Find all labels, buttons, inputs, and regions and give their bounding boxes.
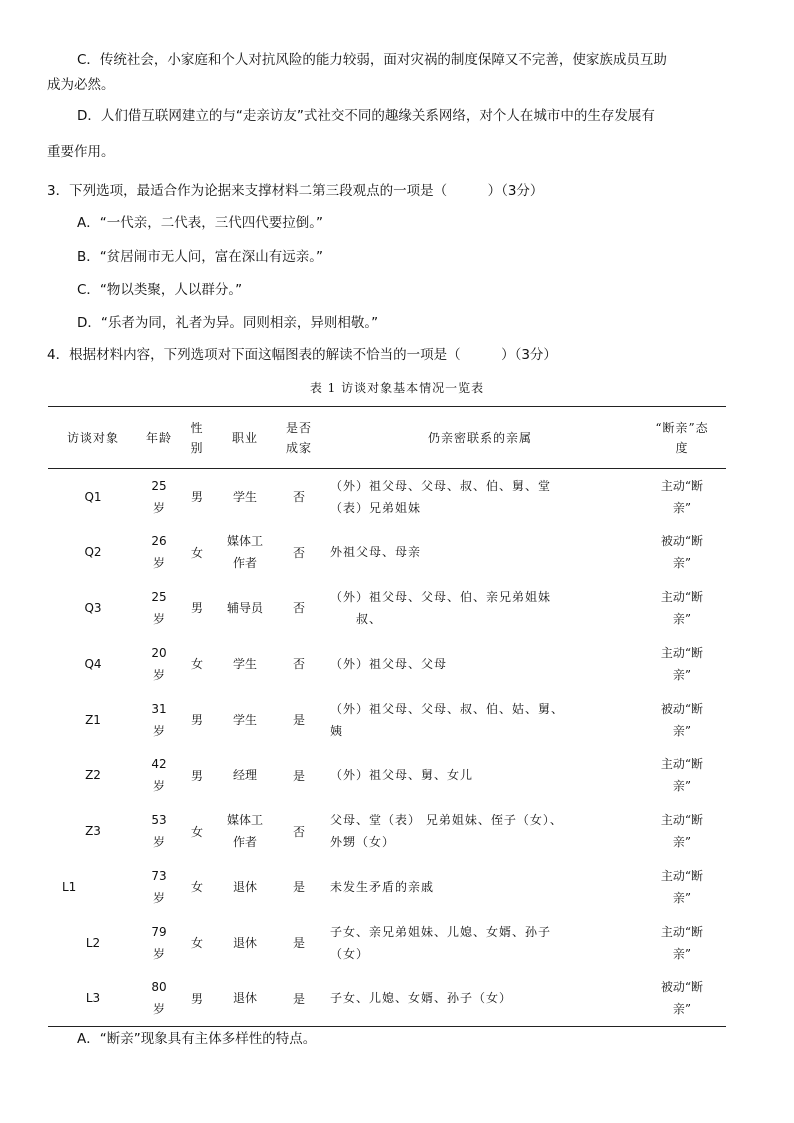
job-cell xyxy=(214,636,276,692)
married-cell: 是 xyxy=(292,768,305,783)
attitude-cell-line-2: 亲” xyxy=(672,946,692,961)
age-cell-line-2: 岁 xyxy=(152,611,165,626)
age-cell-line-2: 岁 xyxy=(152,1002,165,1017)
attitude-cell-line-1: 主动“断 xyxy=(660,589,704,604)
table-row xyxy=(48,971,726,1027)
married-cell: 否 xyxy=(292,490,305,505)
job-cell xyxy=(214,524,276,580)
relatives-cell-line-2: （表）兄弟姐妹 xyxy=(330,500,422,515)
relatives-cell-line-2: 叔、 xyxy=(330,611,383,626)
married-cell: 是 xyxy=(292,713,305,728)
attitude-cell-line-2: 亲” xyxy=(672,723,692,738)
subject-id-cell: L3 xyxy=(48,971,138,1027)
header-married xyxy=(276,407,322,469)
subject-id-cell: Z2 xyxy=(85,768,101,783)
relatives-cell-line-1: （外）祖父母、父母、叔、伯、姑、舅、 xyxy=(330,701,565,716)
attitude-cell xyxy=(638,692,726,748)
attitude-cell-line-1: 主动“断 xyxy=(660,924,704,939)
job-cell xyxy=(214,469,276,525)
job-cell-line-2: 作者 xyxy=(232,556,257,571)
relatives-cell xyxy=(322,580,638,636)
attitude-cell-line-2: 亲” xyxy=(672,835,692,850)
text-line-3: D．人们借互联网建立的与“走亲访友”式社交不同的趣缘关系网络，对个人在城市中的生存发展有 xyxy=(77,108,655,124)
relatives-cell-line-1: 外祖父母、母亲 xyxy=(330,545,422,560)
married-cell: 是 xyxy=(292,880,305,895)
job-cell-line-2: 作者 xyxy=(232,835,257,850)
age-cell-line-1: 42 xyxy=(151,757,167,772)
header-married-line-2: 成家 xyxy=(285,440,312,455)
age-cell-line-2: 岁 xyxy=(152,779,165,794)
age-cell-line-1: 79 xyxy=(151,924,167,939)
job-cell-line-1: 经理 xyxy=(232,768,257,783)
age-cell-line-2: 岁 xyxy=(152,946,165,961)
attitude-cell xyxy=(638,803,726,859)
attitude-cell-line-2: 亲” xyxy=(672,1002,692,1017)
table-body xyxy=(48,469,726,1027)
attitude-cell-line-1: 主动“断 xyxy=(660,757,704,772)
attitude-cell xyxy=(638,859,726,915)
attitude-cell-line-2: 亲” xyxy=(672,667,692,682)
job-cell-line-1: 退休 xyxy=(232,879,257,894)
relatives-cell xyxy=(322,747,638,803)
job-cell-line-1: 退休 xyxy=(232,991,257,1006)
subject-id-cell: Q2 xyxy=(84,545,102,560)
job-cell-line-1: 学生 xyxy=(232,712,257,727)
attitude-cell-line-2: 亲” xyxy=(672,890,692,905)
table-row xyxy=(48,469,726,525)
gender-cell: 男 xyxy=(190,768,203,783)
married-cell: 否 xyxy=(292,657,305,672)
attitude-cell-line-1: 被动“断 xyxy=(660,534,704,549)
job-cell xyxy=(214,692,276,748)
relatives-cell xyxy=(322,859,638,915)
subject-id-cell: Z1 xyxy=(85,712,101,727)
job-cell xyxy=(214,971,276,1027)
attitude-cell xyxy=(638,971,726,1027)
age-cell-line-2: 岁 xyxy=(152,667,165,682)
table-row xyxy=(48,580,726,636)
age-cell-line-2: 岁 xyxy=(152,556,165,571)
table-row xyxy=(48,915,726,971)
job-cell xyxy=(214,747,276,803)
relatives-cell-line-1: （外）祖父母、舅、女儿 xyxy=(330,768,474,783)
text-line-10: 4．根据材料内容，下列选项对下面这幅图表的解读不恰当的一项是（ ）（3分） xyxy=(47,347,557,363)
attitude-cell-line-2: 亲” xyxy=(672,556,692,571)
header-attitude-line-1: “断亲”态 xyxy=(655,420,709,435)
job-cell-line-1: 退休 xyxy=(232,935,257,950)
age-cell-line-2: 岁 xyxy=(152,723,165,738)
attitude-cell xyxy=(638,524,726,580)
age-cell xyxy=(138,971,180,1027)
job-cell xyxy=(214,803,276,859)
age-cell-line-1: 26 xyxy=(151,534,167,549)
age-cell-line-1: 25 xyxy=(151,478,167,493)
age-cell xyxy=(138,915,180,971)
age-cell-line-2: 岁 xyxy=(152,890,165,905)
job-cell xyxy=(214,580,276,636)
relatives-cell-line-1: 未发生矛盾的亲戚 xyxy=(330,879,435,894)
attitude-cell-line-2: 亲” xyxy=(672,779,692,794)
age-cell xyxy=(138,580,180,636)
age-cell-line-1: 80 xyxy=(151,980,167,995)
attitude-cell xyxy=(638,747,726,803)
job-cell-line-1: 辅导员 xyxy=(226,600,263,615)
header-job: 职业 xyxy=(214,407,276,469)
subject-id-cell: Q4 xyxy=(84,656,102,671)
header-gender xyxy=(180,407,214,469)
table-row xyxy=(48,747,726,803)
header-attitude xyxy=(638,407,726,469)
age-cell-line-1: 53 xyxy=(151,813,167,828)
table-row xyxy=(48,692,726,748)
header-relatives: 仍亲密联系的亲属 xyxy=(322,407,638,469)
married-cell: 是 xyxy=(276,971,322,1027)
age-cell-line-2: 岁 xyxy=(152,500,165,515)
header-gender-line-1: 性 xyxy=(190,420,204,435)
attitude-cell-line-1: 被动“断 xyxy=(660,980,704,995)
subject-id-cell: Q1 xyxy=(84,489,102,504)
age-cell xyxy=(138,692,180,748)
gender-cell: 女 xyxy=(190,824,203,839)
attitude-cell xyxy=(638,580,726,636)
age-cell-line-1: 20 xyxy=(151,645,167,660)
table-row xyxy=(48,636,726,692)
job-cell-line-1: 学生 xyxy=(232,656,257,671)
age-cell xyxy=(138,859,180,915)
attitude-cell-line-2: 亲” xyxy=(672,500,692,515)
relatives-cell xyxy=(322,971,638,1027)
text-line-7: B．“贫居闹市无人问，富在深山有远亲。” xyxy=(77,249,323,265)
relatives-cell-line-1: 父母、堂（表） 兄弟姐妹、侄子（女）、 xyxy=(330,813,563,828)
job-cell xyxy=(214,915,276,971)
age-cell-line-1: 25 xyxy=(151,589,167,604)
relatives-cell-line-1: （外）祖父母、父母 xyxy=(330,656,448,671)
job-cell-line-1: 媒体工 xyxy=(226,813,263,828)
interview-subjects-table xyxy=(48,406,726,1027)
attitude-cell xyxy=(638,636,726,692)
gender-cell: 男 xyxy=(190,713,203,728)
job-cell-line-1: 媒体工 xyxy=(226,534,263,549)
header-attitude-line-2: 度 xyxy=(675,440,689,455)
header-gender-line-2: 别 xyxy=(190,440,204,455)
relatives-cell xyxy=(322,803,638,859)
header-subject: 访谈对象 xyxy=(48,407,138,469)
age-cell xyxy=(138,636,180,692)
relatives-cell-line-1: （外）祖父母、父母、伯、亲兄弟姐妹 xyxy=(330,589,552,604)
married-cell: 否 xyxy=(292,601,305,616)
gender-cell: 男 xyxy=(190,490,203,505)
age-cell xyxy=(138,469,180,525)
table-row xyxy=(48,803,726,859)
gender-cell: 男 xyxy=(180,971,214,1027)
relatives-cell xyxy=(322,636,638,692)
attitude-cell-line-2: 亲” xyxy=(672,611,692,626)
attitude-cell-line-1: 被动“断 xyxy=(660,701,704,716)
age-cell-line-1: 73 xyxy=(151,868,167,883)
attitude-cell-line-1: 主动“断 xyxy=(660,813,704,828)
age-cell-line-1: 31 xyxy=(151,701,167,716)
subject-id-cell: L2 xyxy=(85,935,101,950)
text-line-5: 3．下列选项，最适合作为论据来支撑材料二第三段观点的一项是（ ）（3分） xyxy=(47,183,544,199)
married-cell: 否 xyxy=(292,824,305,839)
text-line-4: 重要作用。 xyxy=(47,144,115,160)
relatives-cell xyxy=(322,692,638,748)
attitude-cell-line-1: 主动“断 xyxy=(660,868,704,883)
gender-cell: 男 xyxy=(190,601,203,616)
gender-cell: 女 xyxy=(190,880,203,895)
gender-cell: 女 xyxy=(190,936,203,951)
relatives-cell xyxy=(322,915,638,971)
subject-id-cell: Z3 xyxy=(85,824,101,839)
gender-cell: 女 xyxy=(190,545,203,560)
attitude-cell-line-1: 主动“断 xyxy=(660,478,704,493)
relatives-cell-line-1: （外）祖父母、父母、叔、伯、舅、堂 xyxy=(330,478,552,493)
table-header-row xyxy=(48,407,726,469)
married-cell: 否 xyxy=(292,545,305,560)
gender-cell: 女 xyxy=(190,657,203,672)
text-line-2: 成为必然。 xyxy=(47,77,115,93)
age-cell xyxy=(138,747,180,803)
option-a-line: A．“断亲”现象具有主体多样性的特点。 xyxy=(77,1031,317,1047)
attitude-cell xyxy=(638,469,726,525)
age-cell xyxy=(138,524,180,580)
age-cell-line-2: 岁 xyxy=(152,835,165,850)
table-row xyxy=(48,859,726,915)
relatives-cell-line-2: （女） xyxy=(330,946,370,961)
job-cell-line-1: 学生 xyxy=(232,489,257,504)
relatives-cell-line-2: 姨 xyxy=(330,723,344,738)
subject-id-cell: Q3 xyxy=(84,600,102,615)
subject-id-cell: L1 xyxy=(62,879,77,894)
attitude-cell xyxy=(638,915,726,971)
header-age: 年龄 xyxy=(138,407,180,469)
relatives-cell xyxy=(322,469,638,525)
text-line-6: A．“一代亲，二代表，三代四代要拉倒。” xyxy=(77,215,323,231)
relatives-cell-line-1: 子女、儿媳、女婿、孙子（女） xyxy=(330,991,513,1006)
age-cell xyxy=(138,803,180,859)
relatives-cell xyxy=(322,524,638,580)
text-line-1: C．传统社会，小家庭和个人对抗风险的能力较弱，面对灾祸的制度保障又不完善，使家族成员互助 xyxy=(77,52,667,68)
married-cell: 是 xyxy=(292,936,305,951)
table-caption: 表 1 访谈对象基本情况一览表 xyxy=(309,381,485,395)
relatives-cell-line-2: 外甥（女） xyxy=(330,835,396,850)
text-line-8: C．“物以类聚，人以群分。” xyxy=(77,282,243,298)
relatives-cell-line-1: 子女、亲兄弟姐妹、儿媳、女婿、孙子 xyxy=(330,924,552,939)
job-cell xyxy=(214,859,276,915)
table-row xyxy=(48,524,726,580)
header-married-line-1: 是否 xyxy=(285,420,312,435)
attitude-cell-line-1: 主动“断 xyxy=(660,645,704,660)
text-line-9: D．“乐者为同，礼者为异。同则相亲，异则相敬。” xyxy=(77,315,379,331)
